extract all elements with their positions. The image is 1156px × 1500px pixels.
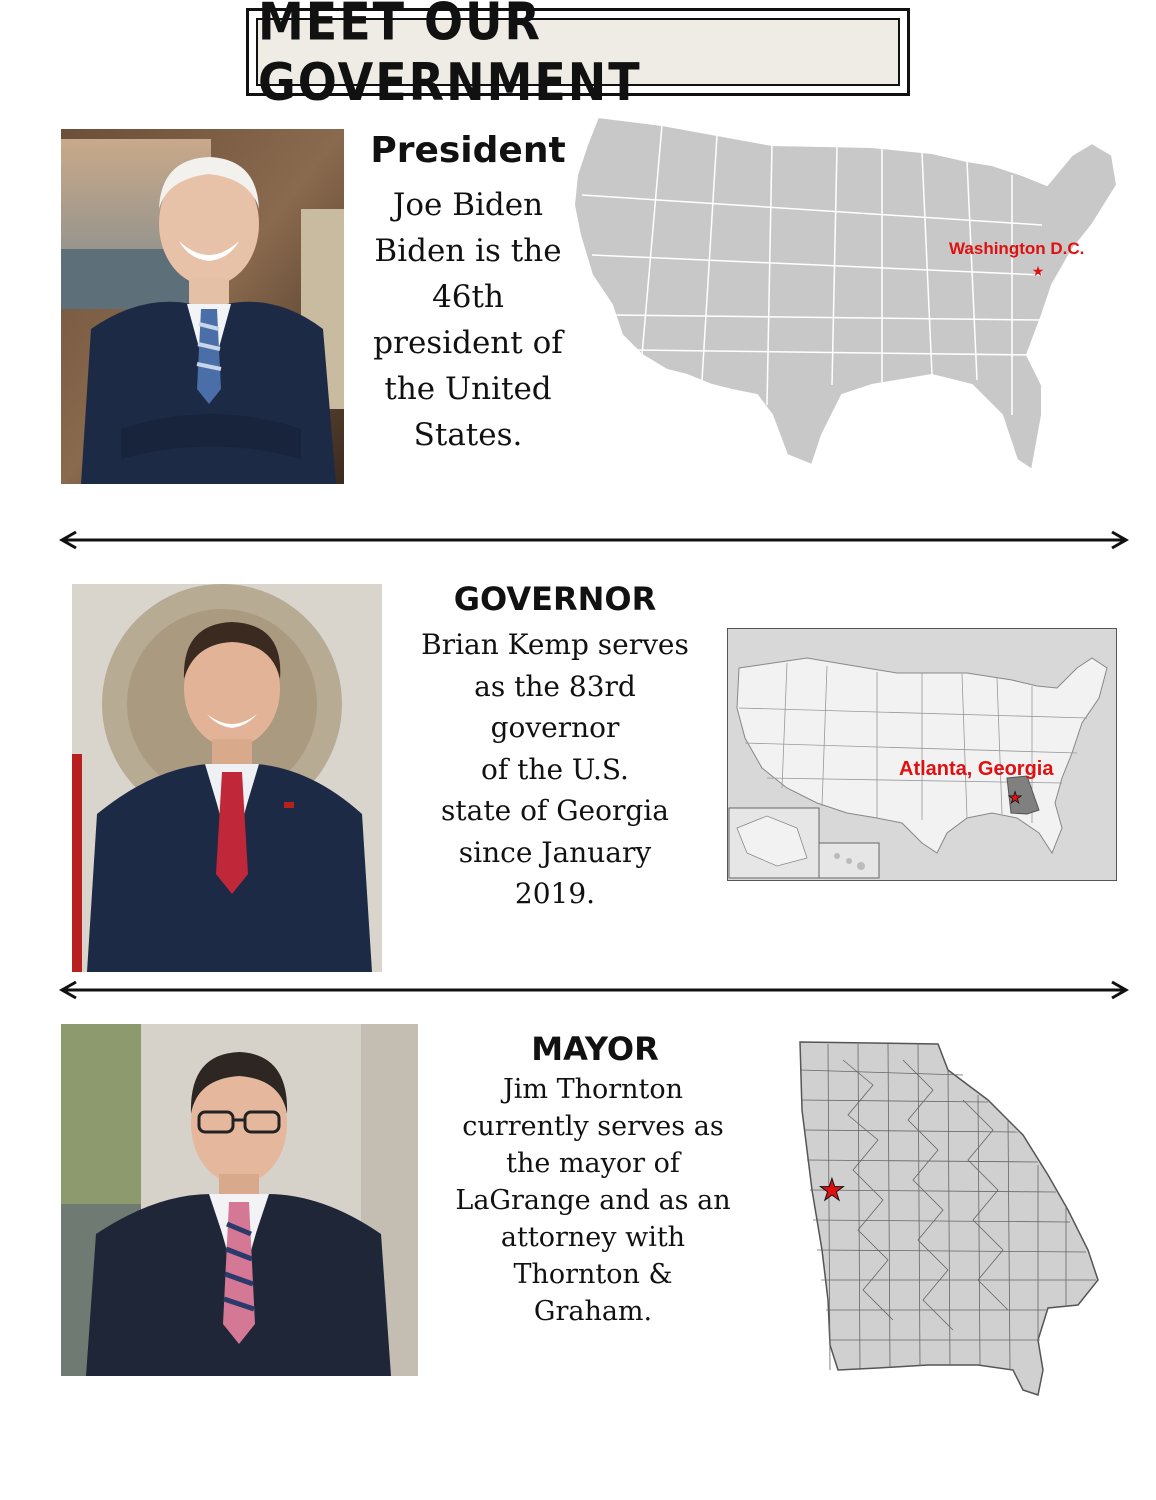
us-map-president xyxy=(572,115,1122,470)
mayor-photo xyxy=(61,1024,418,1376)
atlanta-star-icon: ★ xyxy=(1007,788,1023,807)
dc-star-icon: ★ xyxy=(1031,264,1045,280)
page-title: MEET OUR GOVERNMENT xyxy=(258,0,642,113)
president-heading: President xyxy=(370,130,566,171)
georgia-county-map xyxy=(798,1040,1100,1398)
dc-map-label: Washington D.C. xyxy=(949,239,1085,258)
president-photo xyxy=(61,129,344,484)
section-divider-arrow xyxy=(58,980,1130,1000)
atlanta-map-label: Atlanta, Georgia xyxy=(899,758,1054,780)
lagrange-star-icon: ★ xyxy=(818,1173,846,1208)
us-map-governor xyxy=(727,628,1117,881)
governor-heading: GOVERNOR xyxy=(453,580,657,618)
title-banner-inner xyxy=(256,0,900,113)
mayor-heading: MAYOR xyxy=(531,1030,659,1068)
governor-photo xyxy=(72,584,382,972)
section-divider-arrow xyxy=(58,530,1130,550)
governor-description: Brian Kemp serves as the 83rd governor of the U.S. state of Georgia since January 2019. xyxy=(421,628,689,910)
title-banner xyxy=(246,0,910,113)
mayor-description: Jim Thornton currently serves as the mayor of LaGrange and as an attorney with Thornton & Graham. xyxy=(455,1074,731,1327)
president-description: Joe Biden Biden is the 46th president of the United States. xyxy=(373,187,563,453)
